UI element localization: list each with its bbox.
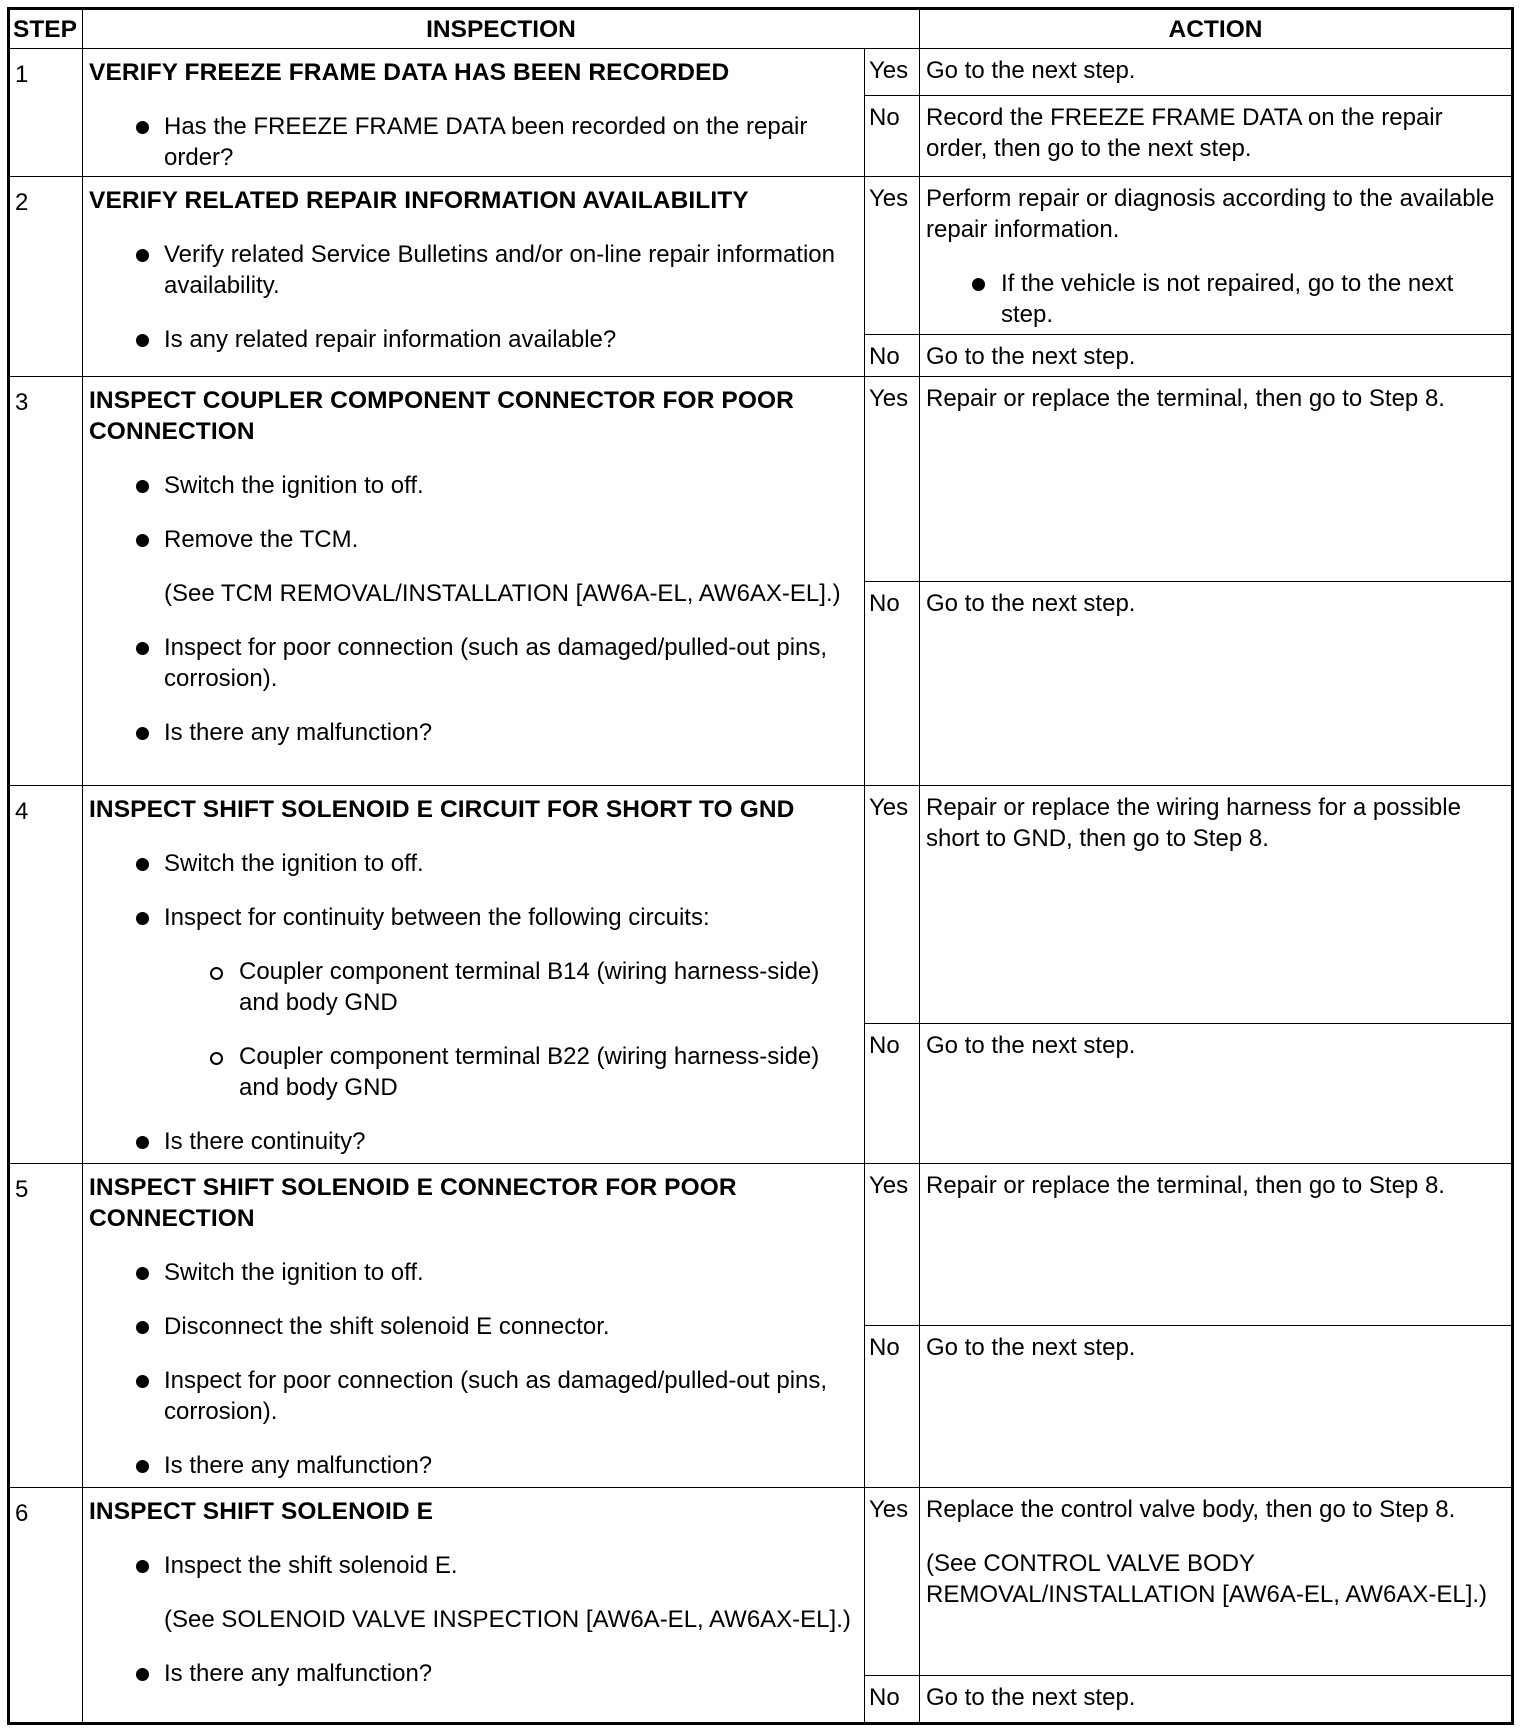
step-2-row: [9, 177, 1513, 335]
inspection-bullet: Inspect for poor connection (such as damaged/pulled-out pins, corrosion).: [89, 1365, 858, 1427]
step-number: 6: [9, 1488, 83, 1724]
yes-label: Yes: [865, 49, 920, 96]
no-action: Go to the next step.: [920, 1326, 1513, 1488]
yes-action: Repair or replace the terminal, then go to Step 8.: [920, 1164, 1513, 1326]
inspection-bullet-text: Inspect for continuity between the following circuits:: [164, 904, 710, 931]
yes-label: Yes: [865, 786, 920, 1024]
yes-action-cell: [920, 177, 1513, 335]
yes-action: Replace the control valve body, then go to Step 8.: [926, 1496, 1456, 1523]
step-1-row: [9, 49, 1513, 96]
inspection-bullet: Switch the ignition to off.: [89, 470, 858, 501]
inspection-bullet: Inspect for poor connection (such as damaged/pulled-out pins, corrosion).: [89, 632, 858, 694]
step-6-row: [9, 1488, 1513, 1676]
yes-label: Yes: [865, 1164, 920, 1326]
inspection-bullet: Remove the TCM.: [89, 524, 858, 555]
inspection-column-header: INSPECTION: [83, 9, 920, 49]
inspection-bullet: Is there any malfunction?: [89, 1658, 858, 1689]
inspection-bullet: Disconnect the shift solenoid E connector.: [89, 1311, 858, 1342]
inspection-bullet: Is there continuity?: [89, 1126, 858, 1157]
step-inspection: [83, 49, 865, 177]
step-title: INSPECT COUPLER COMPONENT CONNECTOR FOR POOR CONNECTION: [89, 387, 794, 445]
action-bullet: If the vehicle is not repaired, go to the next step.: [926, 268, 1505, 330]
step-5-row: [9, 1164, 1513, 1326]
sub-bullet: Coupler component terminal B14 (wiring harness-side) and body GND: [164, 956, 858, 1018]
step-inspection: [83, 1164, 865, 1488]
inspection-bullet: Is any related repair information available?: [89, 324, 858, 355]
action-column-header: ACTION: [920, 9, 1513, 49]
step-number: 5: [9, 1164, 83, 1488]
no-label: No: [865, 1024, 920, 1164]
no-label: No: [865, 1676, 920, 1724]
no-action: Go to the next step.: [920, 1024, 1513, 1164]
no-action: Record the FREEZE FRAME DATA on the repair order, then go to the next step.: [920, 96, 1513, 177]
yes-action: Go to the next step.: [920, 49, 1513, 96]
inspection-bullet: Switch the ignition to off.: [89, 848, 858, 879]
step-title: VERIFY FREEZE FRAME DATA HAS BEEN RECORDED: [89, 59, 730, 86]
inspection-bullet: Is there any malfunction?: [89, 717, 858, 748]
step-inspection: [83, 377, 865, 786]
step-number: 4: [9, 786, 83, 1164]
inspection-bullet: Is there any malfunction?: [89, 1450, 858, 1481]
yes-action: Repair or replace the terminal, then go to Step 8.: [920, 377, 1513, 582]
reference-note: (See SOLENOID VALVE INSPECTION [AW6A-EL, AW6AX-EL].): [164, 1606, 851, 1633]
step-inspection: [83, 1488, 865, 1724]
step-number: 2: [9, 177, 83, 377]
sub-bullet: Coupler component terminal B22 (wiring harness-side) and body GND: [164, 1041, 858, 1103]
inspection-bullet: Has the FREEZE FRAME DATA been recorded on the repair order?: [89, 111, 858, 173]
yes-action: Perform repair or diagnosis according to the available repair information.: [926, 185, 1495, 243]
no-label: No: [865, 96, 920, 177]
inspection-bullet: Switch the ignition to off.: [89, 1257, 858, 1288]
no-action: Go to the next step.: [920, 335, 1513, 377]
reference-note: (See CONTROL VALVE BODY REMOVAL/INSTALLATION [AW6A-EL, AW6AX-EL].): [926, 1550, 1488, 1608]
yes-action: Repair or replace the wiring harness for a possible short to GND, then go to Step 8.: [920, 786, 1513, 1024]
yes-label: Yes: [865, 377, 920, 582]
step-title: INSPECT SHIFT SOLENOID E: [89, 1498, 434, 1525]
diagnostic-procedure-table: [7, 7, 1514, 1725]
step-3-row: [9, 377, 1513, 582]
step-4-row: [9, 786, 1513, 1024]
step-inspection: [83, 177, 865, 377]
step-title: INSPECT SHIFT SOLENOID E CIRCUIT FOR SHORT TO GND: [89, 796, 795, 823]
no-action: Go to the next step.: [920, 1676, 1513, 1724]
no-action: Go to the next step.: [920, 582, 1513, 786]
no-label: No: [865, 1326, 920, 1488]
inspection-bullet: [89, 902, 858, 1103]
yes-label: Yes: [865, 1488, 920, 1676]
step-number: 1: [9, 49, 83, 177]
no-label: No: [865, 335, 920, 377]
yes-label: Yes: [865, 177, 920, 335]
inspection-bullet: Verify related Service Bulletins and/or on-line repair information availability.: [89, 239, 858, 301]
step-title: INSPECT SHIFT SOLENOID E CONNECTOR FOR POOR CONNECTION: [89, 1174, 737, 1232]
step-inspection: [83, 786, 865, 1164]
step-title: VERIFY RELATED REPAIR INFORMATION AVAILABILITY: [89, 187, 749, 214]
step-column-header: STEP: [9, 9, 83, 49]
no-label: No: [865, 582, 920, 786]
yes-action-cell: [920, 1488, 1513, 1676]
step-number: 3: [9, 377, 83, 786]
inspection-bullet: Inspect the shift solenoid E.: [89, 1550, 858, 1581]
reference-note: (See TCM REMOVAL/INSTALLATION [AW6A-EL, AW6AX-EL].): [164, 580, 841, 607]
